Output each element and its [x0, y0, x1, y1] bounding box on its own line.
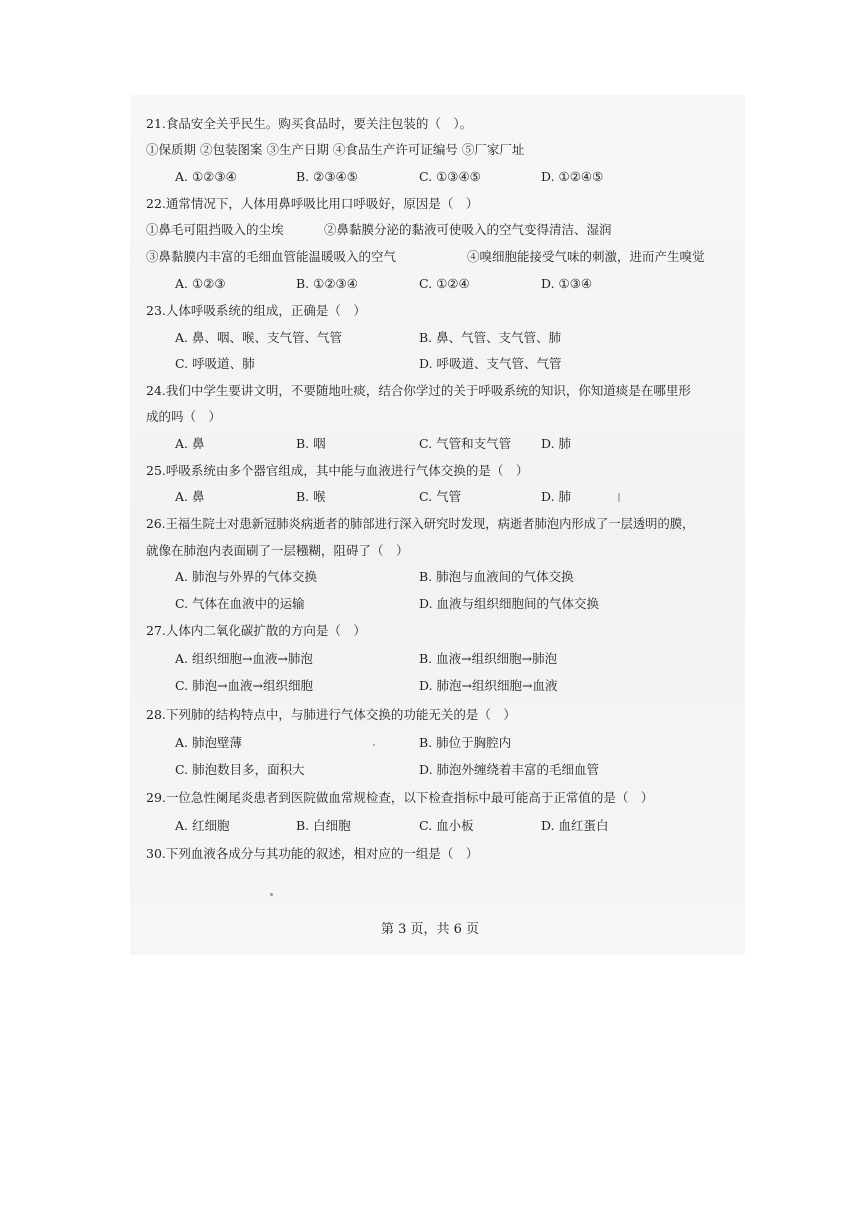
scan-speck [373, 744, 375, 746]
question-23-option-a: A. 鼻、咽、喉、支气管、气管 [175, 330, 342, 345]
question-22-item-3: ③鼻黏膜内丰富的毛细血管能温暖吸入的空气 [146, 249, 397, 264]
question-27-option-b: B. 血液→组织细胞→肺泡 [419, 651, 558, 666]
question-28-stem: 28.下列肺的结构特点中，与肺进行气体交换的功能无关的是（ ） [146, 707, 516, 722]
question-22-stem: 22.通常情况下，人体用鼻呼吸比用口呼吸好，原因是（ ） [146, 196, 479, 211]
question-28-option-b: B. 肺位于胸腔内 [419, 735, 512, 750]
question-25-stem: 25.呼吸系统由多个器官组成，其中能与血液进行气体交换的是（ ） [146, 463, 529, 478]
question-27-option-a: A. 组织细胞→血液→肺泡 [175, 651, 313, 666]
question-24-stem-continued: 成的吗（ ） [146, 409, 222, 424]
question-26-option-d: D. 血液与组织细胞间的气体交换 [419, 596, 600, 611]
question-21-option-c: C. ①③④⑤ [419, 169, 481, 184]
question-26-option-b: B. 肺泡与血液间的气体交换 [419, 569, 574, 584]
page-number-footer: 第 3 页，共 6 页 [380, 922, 480, 937]
question-25-option-c: C. 气管 [419, 489, 462, 504]
question-26-stem: 26.王福生院士对患新冠肺炎病逝者的肺部进行深入研究时发现，病逝者肺泡内形成了一层透明的膜， [146, 517, 695, 531]
question-28-option-a: A. 肺泡壁薄 [175, 735, 242, 750]
question-30-stem: 30.下列血液各成分与其功能的叙述，相对应的一组是（ ） [146, 846, 479, 861]
question-22-option-d: D. ①③④ [541, 276, 593, 291]
question-27-option-c: C. 肺泡→血液→组织细胞 [175, 678, 314, 693]
question-24-option-d: D. 肺 [541, 436, 572, 451]
question-26-stem-continued: 就像在肺泡内表面刷了一层糨糊，阻碍了（ ） [146, 543, 409, 558]
question-29-option-d: D. 血红蛋白 [541, 818, 609, 833]
question-26-option-c: C. 气体在血液中的运输 [175, 596, 305, 611]
question-21-option-b: B. ②③④⑤ [296, 169, 358, 184]
question-24-option-b: B. 咽 [296, 436, 326, 451]
question-22-item-4: ④嗅细胞能接受气味的刺激，进而产生嗅觉 [467, 249, 705, 264]
question-25-option-b: B. 喉 [296, 489, 326, 504]
question-23-option-c: C. 呼吸道、肺 [175, 356, 255, 371]
question-22-option-a: A. ①②③ [175, 276, 226, 291]
question-29-stem: 29.一位急性阑尾炎患者到医院做血常规检查，以下检查指标中最可能高于正常值的是（ ） [146, 790, 654, 805]
question-28-option-d: D. 肺泡外缠绕着丰富的毛细血管 [419, 762, 600, 777]
scan-speck [618, 493, 620, 502]
question-25-option-a: A. 鼻 [175, 489, 205, 504]
question-24-stem: 24.我们中学生要讲文明，不要随地吐痰，结合你学过的关于呼吸系统的知识，你知道痰是在哪里形 [146, 383, 691, 398]
question-22-option-b: B. ①②③④ [296, 276, 358, 291]
question-22-item-2: ②鼻黏膜分泌的黏液可使吸入的空气变得清洁、湿润 [324, 222, 612, 237]
question-27-option-d: D. 肺泡→组织细胞→血液 [419, 678, 558, 693]
question-28-option-c: C. 肺泡数目多，面积大 [175, 762, 305, 777]
question-22-option-c: C. ①②④ [419, 276, 470, 291]
question-27-stem: 27.人体内二氧化碳扩散的方向是（ ） [146, 623, 366, 638]
question-24-option-a: A. 鼻 [175, 436, 205, 451]
question-23-option-b: B. 鼻、气管、支气管、肺 [419, 330, 562, 345]
question-26-option-a: A. 肺泡与外界的气体交换 [175, 569, 317, 584]
question-21-option-d: D. ①②④⑤ [541, 169, 604, 184]
question-25-option-d: D. 肺 [541, 489, 572, 504]
question-22-item-1: ①鼻毛可阻挡吸入的尘埃 [146, 222, 284, 237]
scan-speck [270, 893, 273, 896]
question-29-option-b: B. 白细胞 [296, 818, 351, 833]
question-21-option-a: A. ①②③④ [175, 169, 237, 184]
question-21-items: ①保质期 ②包装图案 ③生产日期 ④食品生产许可证编号 ⑤厂家厂址 [146, 142, 525, 157]
question-29-option-c: C. 血小板 [419, 818, 474, 833]
question-24-option-c: C. 气管和支气管 [419, 436, 512, 451]
question-23-stem: 23.人体呼吸系统的组成，正确是（ ） [146, 303, 366, 318]
question-21-stem: 21.食品安全关乎民生。购买食品时，要关注包装的（ ）。 [146, 116, 473, 131]
question-29-option-a: A. 红细胞 [175, 818, 230, 833]
question-23-option-d: D. 呼吸道、支气管、气管 [419, 356, 562, 371]
